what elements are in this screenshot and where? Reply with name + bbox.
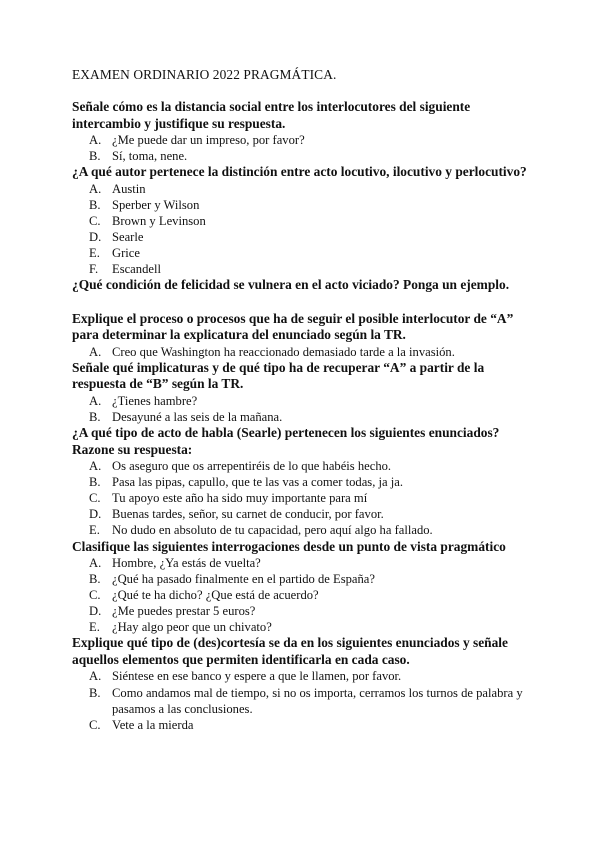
option-text: Desayuné a las seis de la mañana. (112, 409, 283, 424)
option-marker: B. (89, 149, 101, 164)
option-marker: C. (89, 717, 101, 732)
option-marker: C. (89, 213, 101, 228)
option-text: ¿Qué ha pasado finalmente en el partido de España? (112, 572, 375, 587)
option-list (72, 555, 540, 635)
option-text: ¿Me puedes prestar 5 euros? (112, 604, 256, 619)
question-text: Señale cómo es la distancia social entre los interlocutores del siguiente intercambio y justifique su respuesta. (72, 99, 471, 131)
question-block (72, 360, 540, 425)
question-block (72, 277, 540, 311)
option-item (89, 555, 540, 571)
option-item (89, 213, 540, 229)
option-text: ¿Hay algo peor que un chivato? (112, 620, 272, 635)
option-marker: E. (89, 246, 100, 261)
option-item (89, 490, 540, 506)
exam-title: EXAMEN ORDINARIO 2022 PRAGMÁTICA. (72, 67, 337, 82)
question-block (72, 539, 540, 636)
option-marker: B. (89, 572, 101, 587)
option-marker: A. (89, 181, 102, 196)
option-marker: B. (89, 685, 101, 700)
option-marker: A. (89, 133, 102, 147)
option-list (72, 181, 540, 278)
question-block (72, 311, 540, 360)
option-text: Grice (112, 246, 140, 261)
option-text: Hombre, ¿Ya estás de vuelta? (112, 556, 261, 570)
option-item (89, 229, 540, 245)
option-item (89, 132, 540, 148)
option-text: Sí, toma, nene. (112, 149, 188, 164)
option-marker: E. (89, 523, 100, 538)
question-text: ¿A qué autor pertenece la distinción entre acto locutivo, ilocutivo y perlocutivo? (72, 164, 527, 180)
option-marker: B. (89, 409, 101, 424)
question-text: ¿A qué tipo de acto de habla (Searle) pertenecen los siguientes enunciados? Razone su respuesta: (72, 425, 500, 457)
option-marker: A. (89, 459, 102, 474)
option-marker: C. (89, 588, 101, 603)
option-list (72, 344, 540, 360)
option-text: Brown y Levinson (112, 213, 206, 228)
option-item (89, 717, 540, 733)
option-list (72, 668, 540, 732)
option-text: Sperber y Wilson (112, 197, 200, 212)
option-item (89, 522, 540, 538)
question-list (72, 99, 540, 733)
question-block (72, 164, 540, 277)
option-marker: F. (89, 262, 99, 277)
question-text: Clasifique las siguientes interrogaciones desde un punto de vista pragmático (72, 538, 506, 554)
option-marker: A. (89, 344, 102, 359)
option-text: Os aseguro que os arrepentiréis de lo que habéis hecho. (112, 459, 392, 474)
option-list (72, 132, 540, 164)
option-item (89, 245, 540, 261)
option-text: ¿Qué te ha dicho? ¿Que está de acuerdo? (112, 588, 319, 603)
option-item (89, 393, 540, 409)
option-item (89, 474, 540, 490)
option-item (89, 506, 540, 522)
option-text: Austin (112, 181, 146, 196)
option-list (72, 393, 540, 425)
option-text: ¿Me puede dar un impreso, por favor? (112, 133, 305, 147)
option-marker: A. (89, 393, 102, 408)
option-item (89, 587, 540, 603)
option-item (89, 148, 540, 164)
option-text: ¿Tienes hambre? (112, 393, 198, 408)
option-marker: D. (89, 229, 102, 244)
option-marker: E. (89, 620, 100, 635)
option-item (89, 668, 540, 684)
option-marker: A. (89, 556, 102, 570)
option-item (89, 344, 540, 360)
option-item (89, 261, 540, 277)
question-text: Explique qué tipo de (des)cortesía se da en los siguientes enunciados y señale aquellos elementos que permiten identificarla en cada caso. (72, 635, 508, 667)
option-text: Buenas tardes, señor, su carnet de conducir, por favor. (112, 507, 384, 522)
option-marker: C. (89, 491, 101, 506)
option-marker: A. (89, 669, 102, 684)
option-text: Creo que Washington ha reaccionado demasiado tarde a la invasión. (112, 344, 455, 359)
option-item (89, 409, 540, 425)
option-text: Escandell (112, 262, 161, 277)
question-text: Explique el proceso o procesos que ha de seguir el posible interlocutor de “A” para determinar la explicatura del enunciado según la TR. (72, 310, 514, 343)
option-item (89, 197, 540, 213)
option-text: No dudo en absoluto de tu capacidad, pero aquí algo ha fallado. (112, 523, 433, 538)
question-block (72, 425, 540, 538)
option-text: Pasa las pipas, capullo, que te las vas a comer todas, ja ja. (112, 475, 403, 490)
option-text: Como andamos mal de tiempo, si no os importa, cerramos los turnos de palabra y pasamos a las conclusiones. (112, 685, 523, 716)
option-item (89, 181, 540, 197)
answer-space (72, 294, 540, 311)
option-text: Vete a la mierda (112, 717, 194, 732)
question-block (72, 635, 540, 732)
question-text: ¿Qué condición de felicidad se vulnera en el acto viciado? Ponga un ejemplo. (72, 277, 510, 293)
option-marker: D. (89, 507, 102, 522)
option-marker: D. (89, 604, 102, 619)
option-text: Siéntese en ese banco y espere a que le llamen, por favor. (112, 669, 402, 684)
option-marker: B. (89, 475, 101, 490)
option-item (89, 458, 540, 474)
option-item (89, 685, 540, 717)
question-text: Señale qué implicaturas y de qué tipo ha de recuperar “A” a partir de la respuesta de “B” según la TR. (72, 359, 485, 392)
option-item (89, 571, 540, 587)
question-block (72, 99, 540, 164)
option-list (72, 458, 540, 538)
option-marker: B. (89, 197, 101, 212)
option-item (89, 603, 540, 619)
option-item (89, 619, 540, 635)
option-text: Searle (112, 229, 144, 244)
option-text: Tu apoyo este año ha sido muy importante para mí (112, 491, 368, 506)
